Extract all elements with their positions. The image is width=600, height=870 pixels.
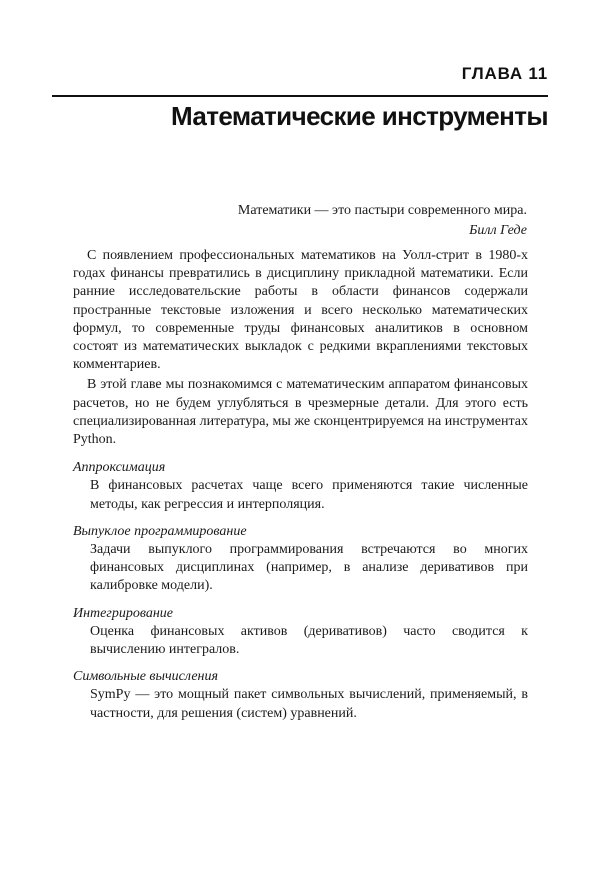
topic-term: Интегрирование (73, 605, 173, 621)
body-paragraph: В этой главе мы познакомимся с математическим аппаратом финансовых расчетов, но не будем углубляться в чрезмерные детали. Для этого есть специализированная литература, мы же сконцентрируемся на инструментах Python. (73, 377, 528, 448)
topic-item (73, 605, 528, 660)
chapter-body (73, 247, 528, 723)
topic-item (73, 523, 528, 596)
topic-term: Символьные вычисления (73, 669, 219, 685)
topic-list (73, 459, 528, 723)
chapter-label: ГЛАВА 11 (461, 64, 548, 83)
chapter-title: Математические инструменты (171, 101, 548, 131)
body-paragraph: С появлением профессиональных математиков на Уолл-стрит в 1980-х годах финансы превратились в дисциплину прикладной математики. Если ранние исследовательские работы в области финансов содержали пространные текстовые изложения и всего несколько математических формул, то современные труды финансовых аналитиков в основном состоят из математических выкладок с редкими вкраплениями текстовых комментариев. (73, 248, 528, 373)
epigraph-author: Билл Геде (469, 223, 527, 238)
topic-definition: SymPy — это мощный пакет символьных вычислений, применяемый, в частности, для решения (систем) уравнений. (90, 687, 528, 721)
topic-definition: Задачи выпуклого программирования встречаются во многих финансовых дисциплинах (например, в анализе деривативов при калибровке модели). (90, 542, 528, 594)
epigraph (238, 201, 527, 241)
topic-term: Аппроксимация (73, 460, 166, 476)
topic-definition: Оценка финансовых активов (деривативов) часто сводится к вычислению интегралов. (90, 623, 528, 658)
chapter-rule (52, 95, 548, 97)
topic-definition: В финансовых расчетах чаще всего применяются такие численные методы, как регрессия и интерполяция. (90, 478, 528, 512)
topic-item (73, 668, 528, 723)
topic-item (73, 459, 528, 514)
topic-term: Выпуклое программирование (73, 523, 247, 539)
epigraph-quote: Математики — это пастыри современного мира. (237, 203, 527, 218)
